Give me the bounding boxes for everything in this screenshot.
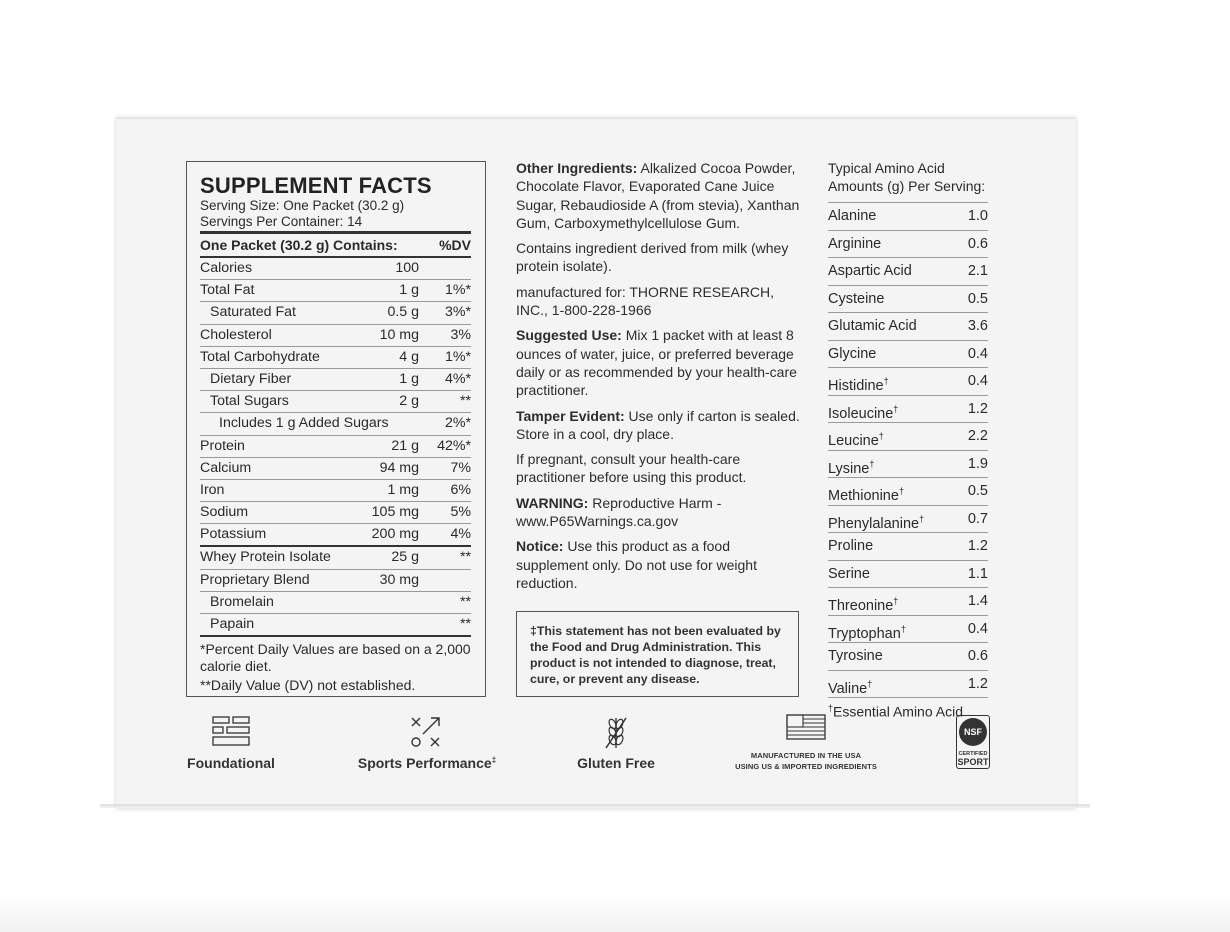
amino-row-name-wrap xyxy=(828,313,917,340)
facts-row-name: Dietary Fiber xyxy=(210,370,292,387)
sports-performance-label xyxy=(352,755,502,771)
made-in-usa-badge xyxy=(726,714,886,772)
tamper-evident-label: Tamper Evident: xyxy=(516,407,625,424)
amino-row-name: Proline xyxy=(828,538,874,554)
amino-row xyxy=(828,202,988,231)
notice-text: Use this product as a food supplement only. Do not use for weight reduction. xyxy=(516,538,757,591)
amino-row xyxy=(828,258,988,286)
warning-text: Reproductive Harm - www.P65Warnings.ca.gov xyxy=(516,494,722,530)
foundational-icon xyxy=(211,716,251,748)
facts-row-dv: 7% xyxy=(450,459,471,476)
essential-mark: † xyxy=(898,486,904,496)
facts-row-amount: 94 mg xyxy=(379,459,419,476)
amino-row xyxy=(828,231,988,259)
facts-row xyxy=(200,570,471,592)
facts-row-dv: ** xyxy=(459,616,471,632)
facts-header-right: %DV xyxy=(439,237,471,253)
facts-row-dv: ** xyxy=(459,593,471,610)
facts-footnotes xyxy=(200,641,471,694)
milk-statement: Contains ingredient derived from milk (whey protein isolate). xyxy=(516,240,789,275)
amino-row xyxy=(828,671,988,699)
nsf-certified-badge xyxy=(956,715,992,769)
amino-row-value: 3.6 xyxy=(967,318,988,334)
sports-performance-mark: ‡ xyxy=(491,755,497,765)
facts-row-amount xyxy=(349,592,419,613)
amino-row-value: 1.1 xyxy=(967,565,988,582)
warning xyxy=(516,494,806,531)
usa-line1: MANUFACTURED IN THE USA xyxy=(750,751,862,760)
facts-row-amount: 30 mg xyxy=(379,571,419,588)
facts-row xyxy=(200,547,471,569)
facts-row-name: Protein xyxy=(200,437,245,454)
amino-row xyxy=(828,561,988,589)
amino-row-name-wrap xyxy=(828,451,874,478)
amino-row-value: 1.2 xyxy=(967,538,988,554)
facts-row xyxy=(200,280,471,302)
amino-row-name-wrap xyxy=(828,533,873,560)
facts-row xyxy=(200,369,471,391)
facts-row-amount xyxy=(349,614,419,635)
floor-shadow xyxy=(0,895,1230,932)
amino-row xyxy=(828,616,988,644)
amino-row-name-wrap xyxy=(828,203,876,230)
facts-row-dv: ** xyxy=(459,549,471,566)
amino-row xyxy=(828,313,988,341)
facts-row-amount: 21 g xyxy=(391,437,419,454)
facts-row xyxy=(200,614,471,637)
facts-row-dv: 4%* xyxy=(444,370,471,387)
amino-row-value: 1.0 xyxy=(967,208,988,224)
facts-header-row xyxy=(200,231,471,258)
essential-mark: † xyxy=(893,403,899,414)
amino-row-value: 1.2 xyxy=(967,400,988,417)
facts-row-amount: 0.5 g xyxy=(387,304,419,321)
facts-row-name: Includes 1 g Added Sugars xyxy=(219,415,389,432)
notice xyxy=(516,537,806,592)
manufactured-for: manufactured for: THORNE RESEARCH, INC., 1-800-228-1966 xyxy=(516,283,775,319)
facts-row xyxy=(200,258,471,280)
facts-row xyxy=(200,502,471,524)
amino-row-name: Arginine xyxy=(828,235,882,252)
amino-row-name-wrap xyxy=(828,616,906,643)
facts-row xyxy=(200,458,471,480)
amino-row xyxy=(828,341,988,369)
facts-row-name: Total Carbohydrate xyxy=(200,348,320,365)
facts-row-name: Saturated Fat xyxy=(210,304,296,321)
amino-row-name-wrap xyxy=(828,286,884,313)
suggested-use-text: Mix 1 packet with at least 8 ounces of water, juice, or preferred beverage daily or as recommended by your health-care practitioner. xyxy=(516,327,797,399)
facts-row-dv: 3% xyxy=(450,326,471,343)
amino-row-value: 0.6 xyxy=(967,648,988,664)
facts-row-amount: 200 mg xyxy=(371,526,419,543)
essential-mark: † xyxy=(919,513,925,524)
amino-row-name: Aspartic Acid xyxy=(828,263,912,279)
amino-row xyxy=(828,643,988,671)
amino-row-name-wrap xyxy=(828,396,898,423)
amino-row-name: Tyrosine xyxy=(828,648,883,664)
facts-row-dv: 42%* xyxy=(437,437,471,454)
amino-row-name: Glutamic Acid xyxy=(828,318,917,334)
tamper-evident xyxy=(516,407,806,444)
amino-row-name-wrap xyxy=(828,368,889,395)
amino-row-name: Cysteine xyxy=(828,290,885,307)
pregnancy-statement: If pregnant, consult your health-care practitioner before using this product. xyxy=(516,451,747,486)
tamper-evident-text: Use only if carton is sealed. Store in a cool, dry place. xyxy=(516,407,800,442)
facts-title: SUPPLEMENT FACTS xyxy=(200,173,432,198)
suggested-use xyxy=(516,326,806,399)
amino-row-value: 0.4 xyxy=(967,373,988,389)
supplement-facts-panel xyxy=(186,161,486,697)
facts-row-name: Cholesterol xyxy=(200,326,272,343)
amino-title-line1: Typical Amino Acid xyxy=(828,160,945,176)
sports-play-icon xyxy=(409,714,445,750)
amino-row-name-wrap xyxy=(828,478,904,505)
amino-row-name-wrap xyxy=(828,506,924,533)
facts-row-amount: 2 g xyxy=(399,393,419,410)
other-ingredients xyxy=(516,159,806,232)
facts-row-name: Potassium xyxy=(200,526,267,543)
facts-row-name: Iron xyxy=(200,481,225,498)
sports-performance-badge xyxy=(352,714,502,771)
essential-mark: † xyxy=(893,596,899,606)
amino-row-name-wrap xyxy=(828,671,872,698)
amino-row xyxy=(828,533,988,561)
warning-label: WARNING: xyxy=(516,494,589,511)
other-ingredients-label: Other Ingredients: xyxy=(516,160,638,176)
facts-row-dv xyxy=(419,570,471,591)
facts-row xyxy=(200,347,471,369)
amino-row xyxy=(828,423,988,451)
essential-mark: † xyxy=(869,458,875,469)
facts-row xyxy=(200,325,471,347)
facts-row-dv: 4% xyxy=(450,526,471,543)
amino-row-value: 1.4 xyxy=(967,593,988,609)
facts-row-dv: 5% xyxy=(450,504,471,521)
facts-row-amount: 105 mg xyxy=(371,504,419,521)
ingredients-column xyxy=(516,159,806,599)
facts-row-dv: 2%* xyxy=(444,415,471,432)
amino-row-name: Threonine xyxy=(828,598,894,614)
amino-rows xyxy=(828,202,988,698)
facts-row-name: Proprietary Blend xyxy=(200,571,310,588)
facts-row xyxy=(200,480,471,502)
amino-row xyxy=(828,506,988,534)
nsf-seal xyxy=(956,715,990,769)
facts-row xyxy=(200,592,471,614)
amino-footnote-mark: † xyxy=(828,703,834,713)
footnote-percent-dv: *Percent Daily Values are based on a 2,000 calorie diet. xyxy=(200,641,471,675)
facts-row-name: Calcium xyxy=(200,459,252,476)
nsf-logo: NSF xyxy=(959,718,987,746)
facts-rows xyxy=(200,258,471,637)
amino-row-value: 0.4 xyxy=(967,620,988,637)
amino-row-name: Isoleucine xyxy=(828,405,894,422)
amino-row-value: 0.7 xyxy=(967,510,988,527)
amino-row-value: 1.2 xyxy=(967,675,988,692)
amino-row xyxy=(828,368,988,396)
facts-row-dv: ** xyxy=(459,393,471,410)
amino-row-value: 0.5 xyxy=(967,483,988,499)
amino-title-line2: Amounts (g) Per Serving: xyxy=(828,178,986,194)
amino-row-name: Glycine xyxy=(828,345,877,362)
box-bottom-edge xyxy=(100,804,1090,808)
nsf-sport-text: SPORT xyxy=(957,757,989,767)
facts-row-amount: 1 g xyxy=(399,282,419,299)
facts-row-amount: 4 g xyxy=(399,348,419,365)
us-flag-icon xyxy=(786,714,826,740)
foundational-label: Foundational xyxy=(187,755,275,771)
facts-row-name: Sodium xyxy=(200,504,249,521)
amino-footnote-text: Essential Amino Acid xyxy=(833,703,963,720)
amino-row xyxy=(828,478,988,506)
amino-row-value: 2.2 xyxy=(967,428,988,444)
amino-row-value: 0.5 xyxy=(967,290,988,307)
servings-per-container: Servings Per Container: 14 xyxy=(200,214,363,229)
amino-row-name-wrap xyxy=(828,423,884,450)
suggested-use-label: Suggested Use: xyxy=(516,327,622,344)
facts-row xyxy=(200,413,471,435)
amino-row-value: 1.9 xyxy=(967,455,988,472)
usa-line2: USING US & IMPORTED INGREDIENTS xyxy=(735,762,877,771)
amino-row-value: 0.6 xyxy=(967,235,988,252)
notice-label: Notice: xyxy=(516,538,564,555)
amino-row-name-wrap xyxy=(828,588,898,615)
facts-row-amount: 1 mg xyxy=(387,481,419,498)
facts-row-dv: 1%* xyxy=(444,348,471,365)
serving-size: Serving Size: One Packet (30.2 g) xyxy=(200,198,405,213)
amino-row xyxy=(828,396,988,424)
essential-mark: † xyxy=(883,376,889,386)
nsf-certified-text: CERTIFIED xyxy=(958,751,988,757)
facts-row-amount: 10 mg xyxy=(379,326,419,343)
fda-disclaimer: ‡This statement has not been evaluated by the Food and Drug Administration. This product is not intended to diagnose, treat, cure, or prevent any disease. xyxy=(516,611,799,697)
facts-row-name: Bromelain xyxy=(210,593,274,610)
amino-row-name: Methionine xyxy=(828,488,899,504)
amino-row-name-wrap xyxy=(828,643,883,670)
facts-row-dv: 6% xyxy=(450,481,471,498)
facts-header-left: One Packet (30.2 g) Contains: xyxy=(200,237,398,253)
facts-row-name: Total Sugars xyxy=(210,393,289,410)
facts-row xyxy=(200,391,471,413)
amino-row-name: Histidine xyxy=(828,378,884,394)
other-ingredients-text: Alkalized Cocoa Powder, Chocolate Flavor, Evaporated Cane Juice Sugar, Rebaudioside A (from stevia), Xanthan Gum, Carboxymethylcellulose Gum. xyxy=(516,160,800,231)
amino-row-name: Alanine xyxy=(828,208,877,224)
facts-row-amount: 25 g xyxy=(391,549,419,566)
amino-row-value: 0.4 xyxy=(967,345,988,362)
amino-row-name-wrap xyxy=(828,561,870,588)
facts-row-amount xyxy=(389,413,436,434)
facts-row xyxy=(200,524,471,547)
amino-row-name: Phenylalanine xyxy=(828,515,920,532)
facts-row xyxy=(200,436,471,458)
amino-row-name-wrap xyxy=(828,231,881,258)
amino-row-name: Valine xyxy=(828,680,868,697)
amino-row-value: 2.1 xyxy=(967,263,988,279)
amino-row-name: Serine xyxy=(828,565,870,582)
amino-row-name: Lysine xyxy=(828,460,870,477)
facts-row-dv xyxy=(419,258,471,279)
facts-row xyxy=(200,302,471,324)
facts-row-name: Whey Protein Isolate xyxy=(200,549,331,566)
facts-row-dv: 3%* xyxy=(444,304,471,321)
wheat-crossed-icon xyxy=(600,714,632,750)
amino-row-name: Tryptophan xyxy=(828,625,901,642)
gluten-free-label: Gluten Free xyxy=(577,755,655,771)
amino-row xyxy=(828,286,988,314)
facts-row-amount: 100 xyxy=(395,260,419,276)
essential-mark: † xyxy=(878,431,884,441)
amino-row-name-wrap xyxy=(828,258,912,285)
amino-row-name: Leucine xyxy=(828,433,879,449)
amino-row xyxy=(828,451,988,479)
facts-row-name: Papain xyxy=(210,616,255,632)
sports-performance-text: Sports Performance xyxy=(357,755,492,771)
footnote-dv-not-established: **Daily Value (DV) not established. xyxy=(200,677,416,694)
amino-acid-table xyxy=(828,159,988,720)
amino-row-name-wrap xyxy=(828,341,876,368)
gluten-free-badge xyxy=(570,714,662,771)
amino-row xyxy=(828,588,988,616)
facts-row-amount: 1 g xyxy=(399,370,419,387)
facts-row-dv: 1%* xyxy=(444,282,471,299)
foundational-badge xyxy=(186,716,276,771)
facts-row-name: Total Fat xyxy=(200,282,255,299)
amino-title xyxy=(828,159,988,195)
essential-mark: † xyxy=(867,678,873,689)
facts-row-name: Calories xyxy=(200,260,253,276)
essential-mark: † xyxy=(900,623,906,634)
